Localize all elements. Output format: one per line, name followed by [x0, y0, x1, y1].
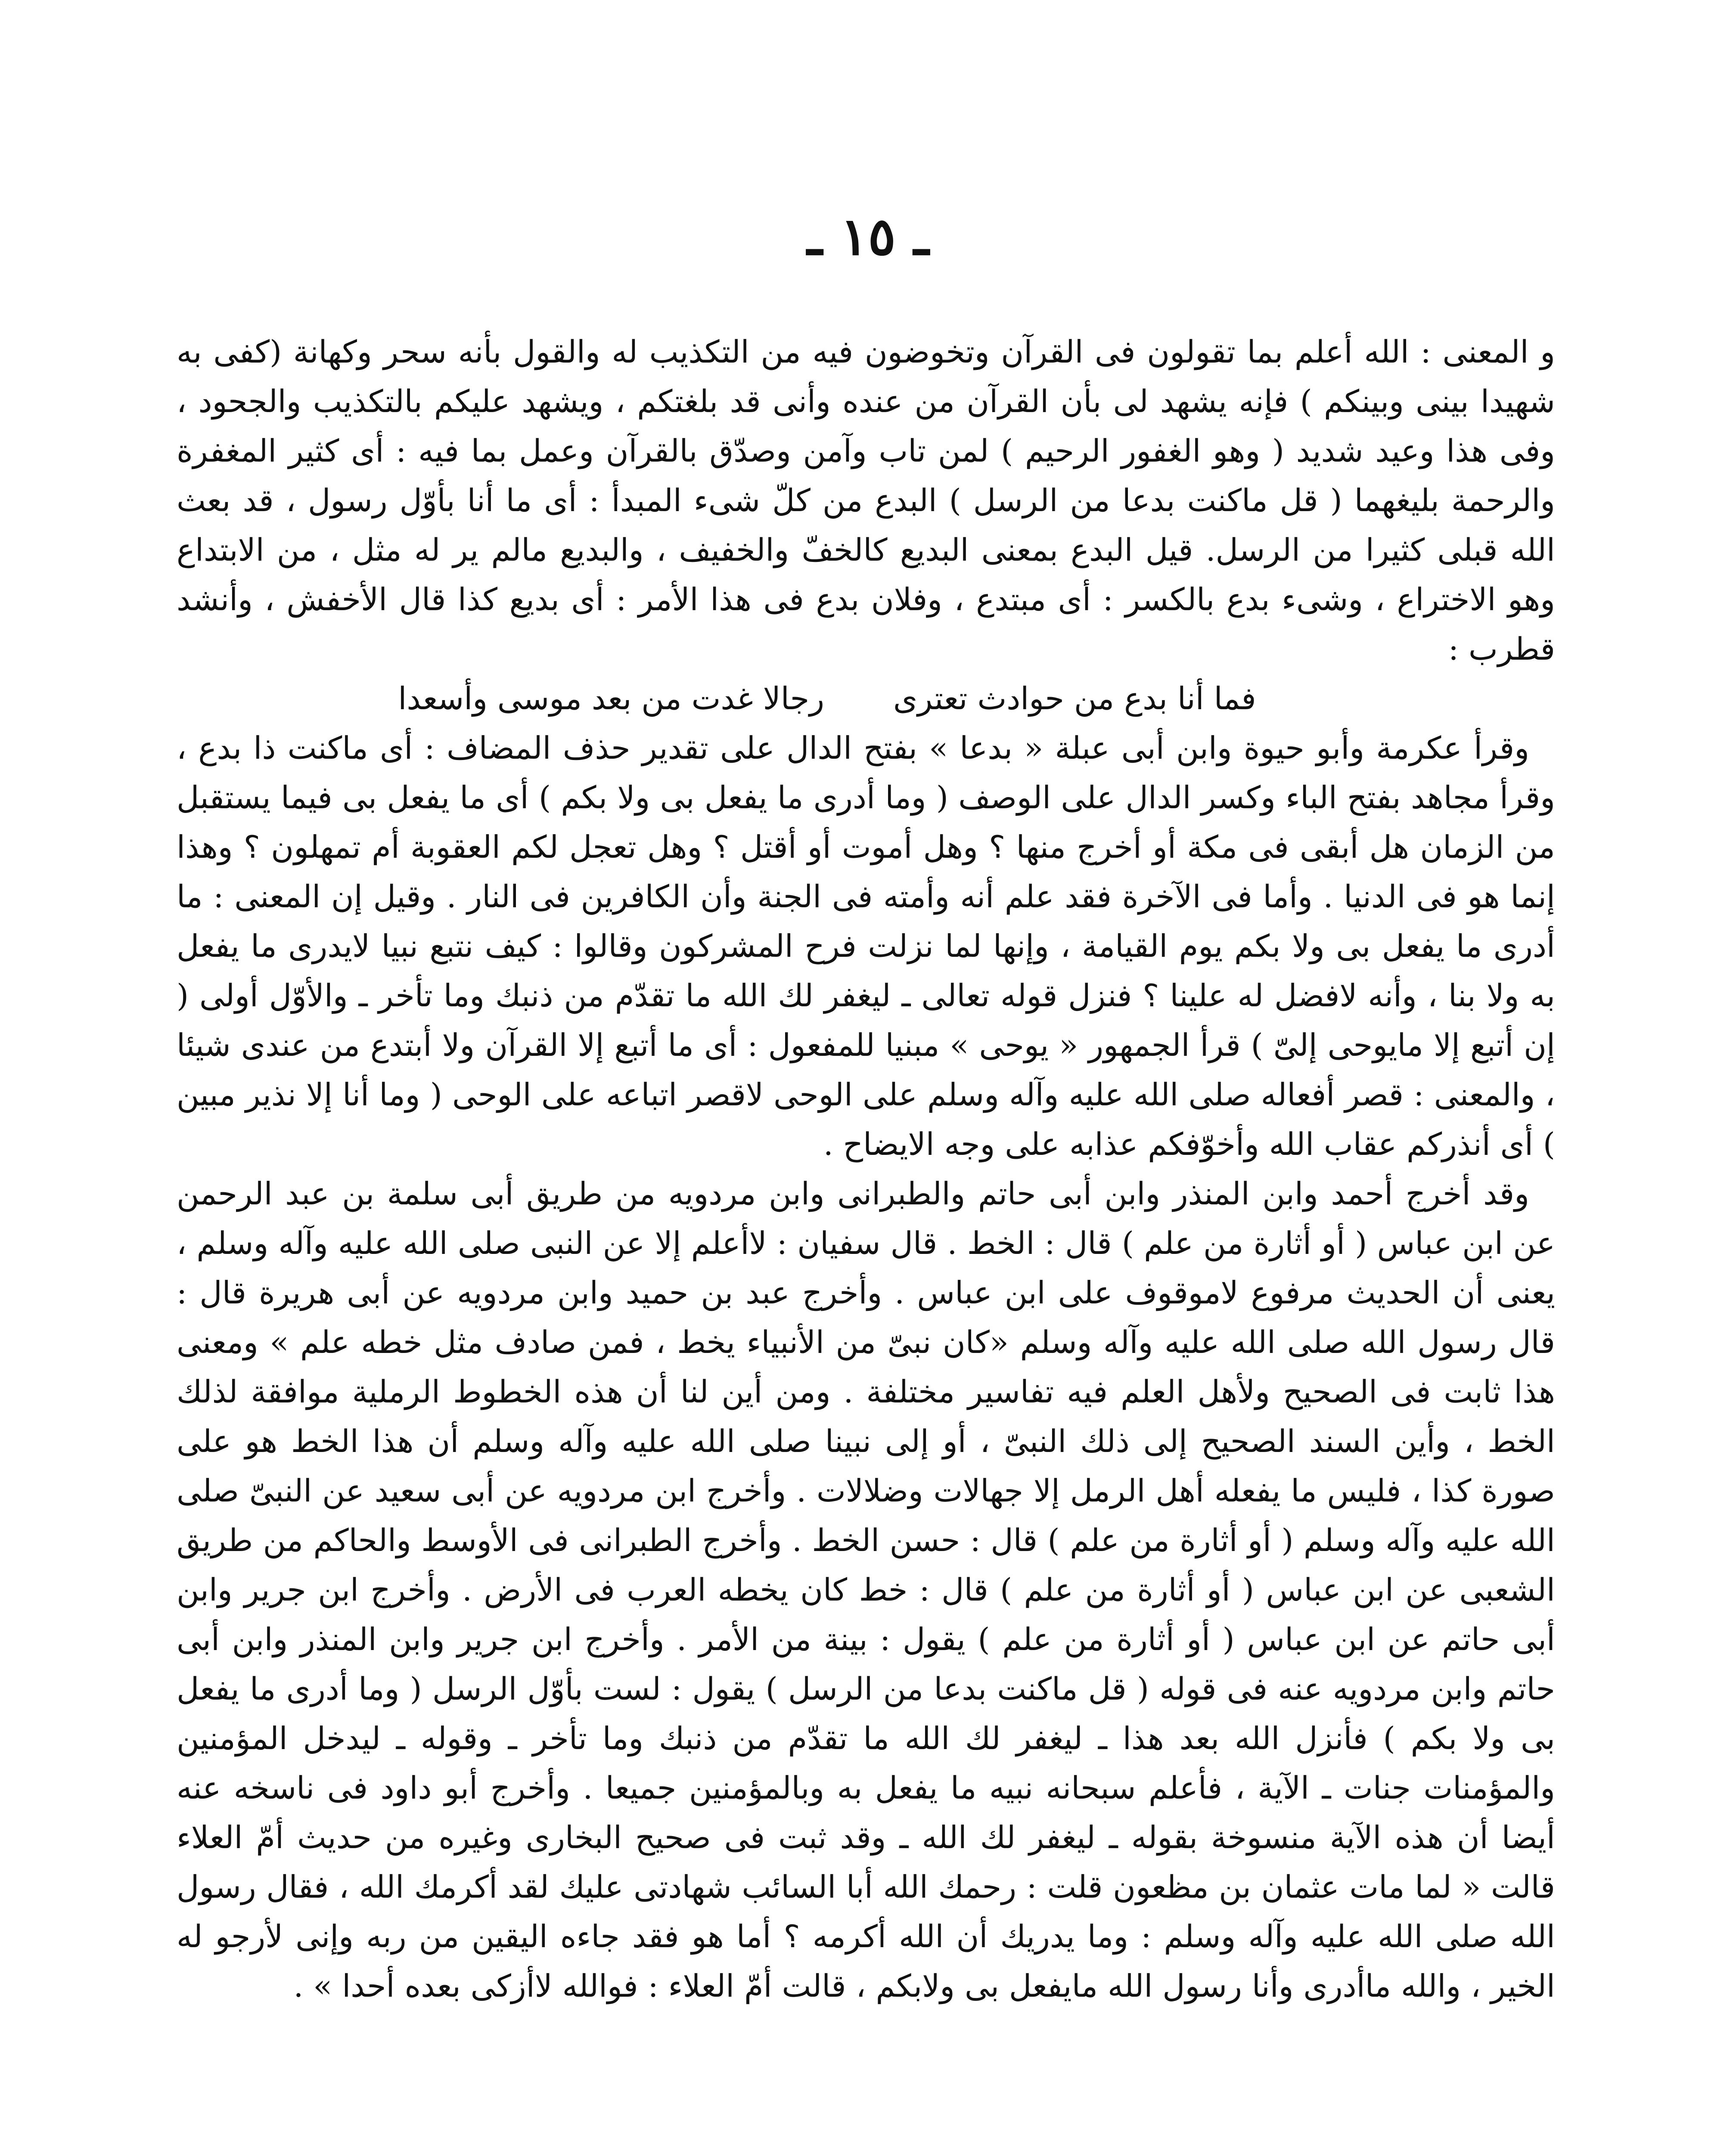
verse-first-hemistich: فما أنا بدع من حوادث تعترى: [893, 680, 1256, 717]
paragraph-1: و المعنى : الله أعلم بما تقولون فى القرآن وتخوضون فيه من التكذيب له والقول بأنه سحر وكهانة (كفى به شهيدا بينى وبينكم ) فإنه يشهد لى بأن القرآن من عنده وأنى قد بلغتكم ، ويشهد عليكم بالتكذيب والجحود ، وفى هذا وعيد شديد ( وهو الغفور الرحيم ) لمن تاب وآمن وصدّق بالقرآن وعمل بما فيه : أى كثير المغفرة والرحمة بليغهما ( قل ماكنت بدعا من الرسل ) البدع من كلّ شىء المبدأ : أى ما أنا بأوّل رسول ، قد بعث الله قبلى كثيرا من الرسل. قيل البدع بمعنى البديع كالخفّ والخفيف ، والبديع مالم ير له مثل ، من الابتداع وهو الاختراع ، وشىء بدع بالكسر : أى مبتدع ، وفلان بدع فى هذا الأمر : أى بديع كذا قال الأخفش ، وأنشد قطرب :: [177, 334, 1556, 667]
verse-second-hemistich: رجالا غدت من بعد موسى وأسعدا: [398, 680, 824, 717]
body-text: [177, 327, 1555, 2011]
page-number: ـ ١٥ ـ: [807, 206, 929, 267]
paragraph-3: وقد أخرج أحمد وابن المنذر وابن أبى حاتم والطبرانى وابن مردويه من طريق أبى سلمة بن عبد الرحمن عن ابن عباس ( أو أثارة من علم ) قال : الخط . قال سفيان : لاأعلم إلا عن النبى صلى الله عليه وآله وسلم ، يعنى أن الحديث مرفوع لاموقوف على ابن عباس . وأخرج عبد بن حميد وابن مردويه عن أبى هريرة قال : قال رسول الله صلى الله عليه وآله وسلم «كان نبىّ من الأنبياء يخط ، فمن صادف مثل خطه علم » ومعنى هذا ثابت فى الصحيح ولأهل العلم فيه تفاسير مختلفة . ومن أين لنا أن هذه الخطوط الرملية موافقة لذلك الخط ، وأين السند الصحيح إلى ذلك النبىّ ، أو إلى نبينا صلى الله عليه وآله وسلم أن هذا الخط هو على صورة كذا ، فليس ما يفعله أهل الرمل إلا جهالات وضلالات . وأخرج ابن مردويه عن أبى سعيد عن النبىّ صلى الله عليه وآله وسلم ( أو أثارة من علم ) قال : حسن الخط . وأخرج الطبرانى فى الأوسط والحاكم من طريق الشعبى عن ابن عباس ( أو أثارة من علم ) قال : خط كان يخطه العرب فى الأرض . وأخرج ابن جرير وابن أبى حاتم عن ابن عباس ( أو أثارة من علم ) يقول : بينة من الأمر . وأخرج ابن جرير وابن المنذر وابن أبى حاتم وابن مردويه عنه فى قوله ( قل ماكنت بدعا من الرسل ) يقول : لست بأوّل الرسل ( وما أدرى ما يفعل بى ولا بكم ) فأنزل الله بعد هذا ـ ليغفر لك الله ما تقدّم من ذنبك وما تأخر ـ وقوله ـ ليدخل المؤمنين والمؤمنات جنات ـ الآية ، فأعلم سبحانه نبيه ما يفعل به وبالمؤمنين جميعا . وأخرج أبو داود فى ناسخه عنه أيضا أن هذه الآية منسوخة بقوله ـ ليغفر لك الله ـ وقد ثبت فى صحيح البخارى وغيره من حديث أمّ العلاء قالت « لما مات عثمان بن مظعون قلت : رحمك الله أبا السائب شهادتى عليك لقد أكرمك الله ، فقال رسول الله صلى الله عليه وآله وسلم : وما يدريك أن الله أكرمه ؟ أما هو فقد جاءه اليقين من ربه وإنى لأرجو له الخير ، والله ماأدرى وأنا رسول الله مايفعل بى ولابكم ، قالت أمّ العلاء : فوالله لاأزكى بعده أحدا » .: [177, 1176, 1556, 2004]
poetry-verse: [177, 674, 1555, 723]
paragraph-2: وقرأ عكرمة وأبو حيوة وابن أبى عبلة « بدعا » بفتح الدال على تقدير حذف المضاف : أى ماكنت ذا بدع ، وقرأ مجاهد بفتح الباء وكسر الدال على الوصف ( وما أدرى ما يفعل بى ولا بكم ) أى ما يفعل بى فيما يستقبل من الزمان هل أبقى فى مكة أو أخرج منها ؟ وهل أموت أو أقتل ؟ وهل تعجل لكم العقوبة أم تمهلون ؟ وهذا إنما هو فى الدنيا . وأما فى الآخرة فقد علم أنه وأمته فى الجنة وأن الكافرين فى النار . وقيل إن المعنى : ما أدرى ما يفعل بى ولا بكم يوم القيامة ، وإنها لما نزلت فرح المشركون وقالوا : كيف نتبع نبيا لايدرى ما يفعل به ولا بنا ، وأنه لافضل له علينا ؟ فنزل قوله تعالى ـ ليغفر لك الله ما تقدّم من ذنبك وما تأخر ـ والأوّل أولى ( إن أتبع إلا مايوحى إلىّ ) قرأ الجمهور « يوحى » مبنيا للمفعول : أى ما أتبع إلا القرآن ولا أبتدع من عندى شيئا ، والمعنى : قصر أفعاله صلى الله عليه وآله وسلم على الوحى لاقصر اتباعه على الوحى ( وما أنا إلا نذير مبين ) أى أنذركم عقاب الله وأخوّفكم عذابه على وجه الايضاح .: [177, 730, 1556, 1162]
